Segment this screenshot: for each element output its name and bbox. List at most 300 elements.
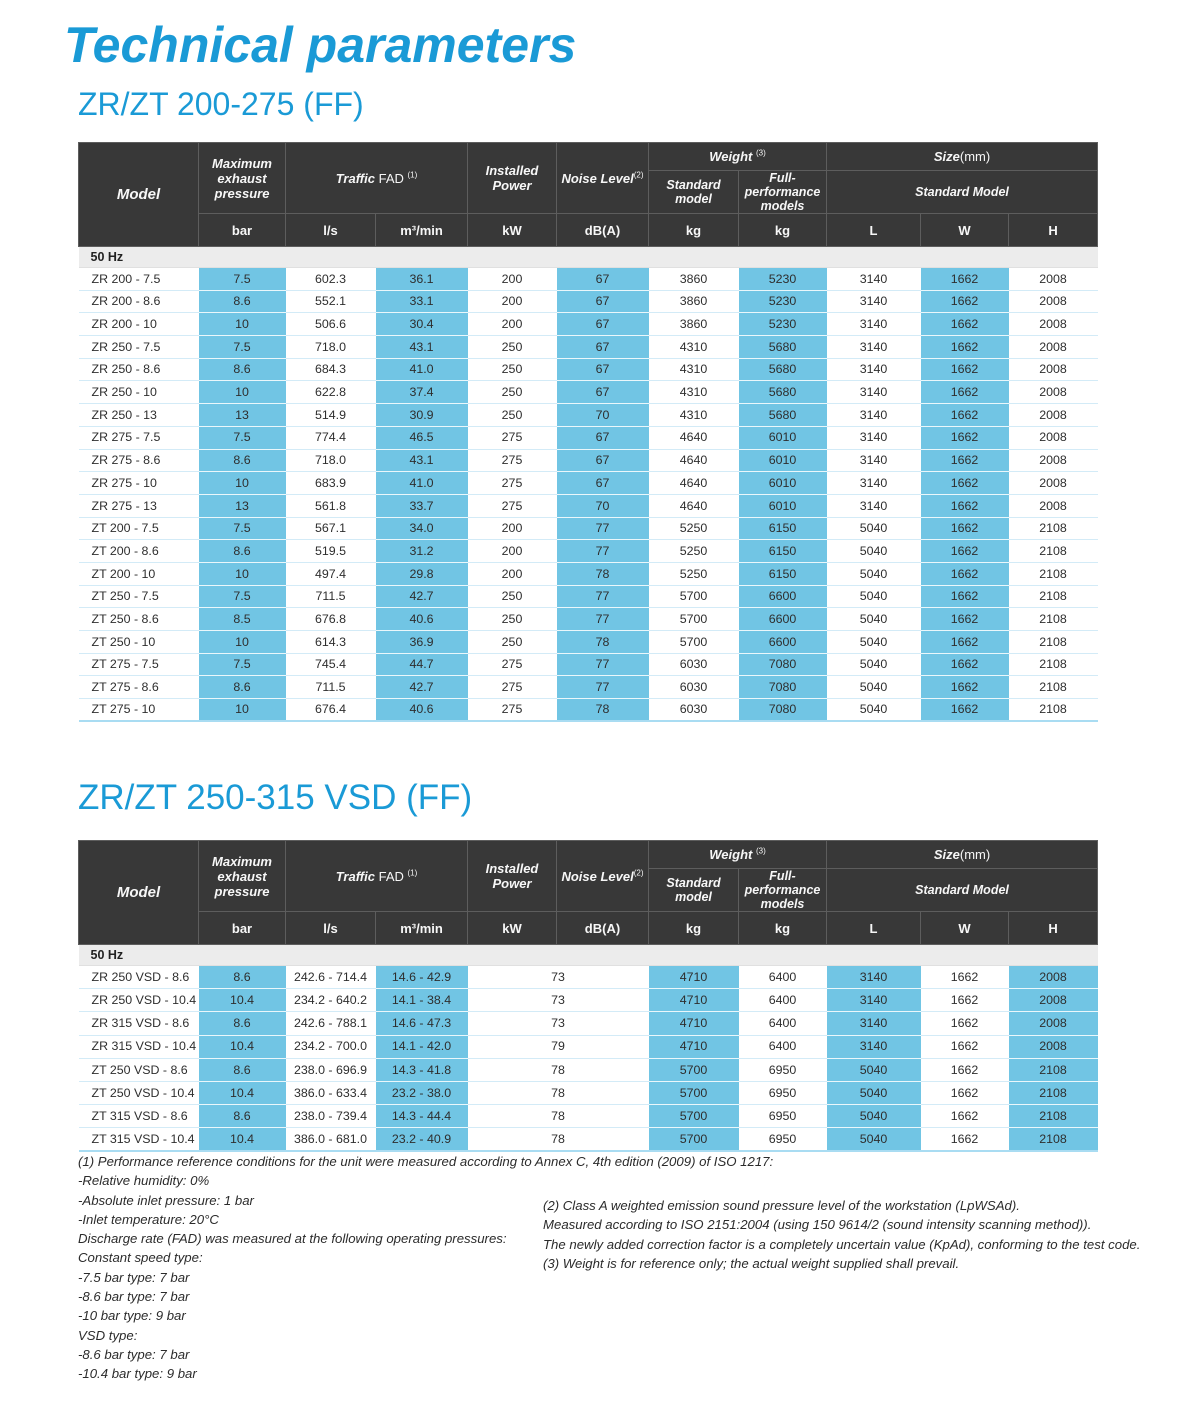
value-cell: 275	[468, 699, 557, 722]
value-cell: 1662	[921, 989, 1009, 1012]
col-header-full-performance: Full-performance models	[739, 171, 827, 214]
size-label: Size	[933, 847, 960, 862]
value-cell: 6400	[739, 1012, 827, 1035]
value-cell: 77	[557, 608, 649, 631]
model-cell: ZT 275 - 7.5	[79, 653, 199, 676]
value-cell: 1662	[921, 494, 1009, 517]
value-cell: 73	[468, 1012, 649, 1035]
model-cell: ZT 250 VSD - 8.6	[79, 1058, 199, 1081]
value-cell: 5700	[649, 1128, 739, 1151]
value-cell: 2108	[1009, 608, 1098, 631]
value-cell: 250	[468, 608, 557, 631]
model-cell: ZR 200 - 7.5	[79, 268, 199, 291]
value-cell: 275	[468, 426, 557, 449]
model-cell: ZT 275 - 8.6	[79, 676, 199, 699]
value-cell: 33.7	[376, 494, 468, 517]
value-cell: 5040	[827, 517, 921, 540]
page-title: Technical parameters	[64, 17, 577, 73]
spec-table-zr-zt-250-315-vsd	[78, 840, 1098, 1152]
value-cell: 30.4	[376, 313, 468, 336]
col-header-size	[827, 143, 1098, 171]
value-cell: 2008	[1009, 268, 1098, 291]
table-row	[79, 358, 1098, 381]
size-unit-label: (mm)	[959, 149, 991, 164]
model-cell: ZR 200 - 10	[79, 313, 199, 336]
value-cell: 5700	[649, 631, 739, 654]
value-cell: 6030	[649, 699, 739, 722]
value-cell: 10.4	[199, 1128, 286, 1151]
unit-ls: l/s	[286, 912, 376, 945]
value-cell: 7.5	[199, 517, 286, 540]
value-cell: 3140	[827, 336, 921, 359]
value-cell: 79	[468, 1035, 649, 1058]
col-header-size	[827, 841, 1098, 869]
value-cell: 10	[199, 699, 286, 722]
value-cell: 1662	[921, 404, 1009, 427]
footnote-line: -8.6 bar type: 7 bar	[78, 1346, 190, 1362]
value-cell: 10.4	[199, 989, 286, 1012]
value-cell: 676.4	[286, 699, 376, 722]
value-cell: 67	[557, 336, 649, 359]
value-cell: 745.4	[286, 653, 376, 676]
col-header-max-pressure: Maximum exhaust pressure	[199, 841, 286, 912]
value-cell: 67	[557, 472, 649, 495]
table-row	[79, 585, 1098, 608]
value-cell: 7080	[739, 676, 827, 699]
value-cell: 5250	[649, 562, 739, 585]
col-header-model: Model	[79, 841, 199, 945]
footnote-line: VSD type:	[78, 1327, 138, 1343]
value-cell: 77	[557, 676, 649, 699]
value-cell: 6400	[739, 989, 827, 1012]
value-cell: 2108	[1009, 1058, 1098, 1081]
unit-m3min: m³/min	[376, 912, 468, 945]
value-cell: 386.0 - 681.0	[286, 1128, 376, 1151]
value-cell: 2108	[1009, 699, 1098, 722]
value-cell: 519.5	[286, 540, 376, 563]
section-title-zr-zt-200-275: ZR/ZT 200-275 (FF)	[78, 86, 364, 122]
value-cell: 234.2 - 700.0	[286, 1035, 376, 1058]
value-cell: 5680	[739, 358, 827, 381]
table-row	[79, 1081, 1098, 1104]
value-cell: 6950	[739, 1058, 827, 1081]
noise-footnote-ref: (2)	[633, 868, 644, 878]
value-cell: 5040	[827, 562, 921, 585]
value-cell: 42.7	[376, 676, 468, 699]
col-header-full-performance: Full-performance models	[739, 869, 827, 912]
value-cell: 6150	[739, 517, 827, 540]
footnote-line: (3) Weight is for reference only; the actual weight supplied shall prevail.	[543, 1255, 960, 1271]
value-cell: 67	[557, 449, 649, 472]
value-cell: 10.4	[199, 1081, 286, 1104]
value-cell: 1662	[921, 585, 1009, 608]
model-cell: ZT 250 - 10	[79, 631, 199, 654]
value-cell: 386.0 - 633.4	[286, 1081, 376, 1104]
value-cell: 5230	[739, 268, 827, 291]
value-cell: 275	[468, 653, 557, 676]
value-cell: 67	[557, 290, 649, 313]
value-cell: 1662	[921, 381, 1009, 404]
section-title-zr-zt-250-315-vsd: ZR/ZT 250-315 VSD (FF)	[78, 778, 473, 817]
value-cell: 2008	[1009, 1012, 1098, 1035]
footnote-line: The newly added correction factor is a completely uncertain value (KpAd), conforming to the test code.	[543, 1236, 1141, 1252]
value-cell: 2008	[1009, 472, 1098, 495]
value-cell: 200	[468, 313, 557, 336]
col-header-traffic-fad	[286, 143, 468, 214]
value-cell: 2108	[1009, 653, 1098, 676]
unit-ls: l/s	[286, 214, 376, 247]
value-cell: 30.9	[376, 404, 468, 427]
value-cell: 43.1	[376, 449, 468, 472]
traffic-label: Traffic	[335, 868, 375, 884]
weight-footnote-ref: (3)	[755, 846, 766, 856]
fad-footnote-ref: (1)	[407, 868, 418, 878]
table-row	[79, 494, 1098, 517]
value-cell: 4710	[649, 1035, 739, 1058]
footnotes-noise-weight	[543, 1196, 1173, 1273]
value-cell: 1662	[921, 426, 1009, 449]
value-cell: 8.6	[199, 966, 286, 989]
value-cell: 67	[557, 426, 649, 449]
value-cell: 275	[468, 676, 557, 699]
value-cell: 5230	[739, 313, 827, 336]
value-cell: 250	[468, 381, 557, 404]
value-cell: 2008	[1009, 494, 1098, 517]
table-row	[79, 631, 1098, 654]
value-cell: 5040	[827, 1058, 921, 1081]
noise-footnote-ref: (2)	[633, 170, 644, 180]
footnote-line: Discharge rate (FAD) was measured at the following operating pressures:	[78, 1231, 507, 1247]
value-cell: 8.5	[199, 608, 286, 631]
value-cell: 78	[557, 699, 649, 722]
value-cell: 1662	[921, 540, 1009, 563]
footnote-line: Measured according to ISO 2151:2004 (using 150 9614/2 (sound intensity scanning method)).	[543, 1217, 1092, 1233]
value-cell: 6010	[739, 449, 827, 472]
value-cell: 78	[468, 1058, 649, 1081]
model-cell: ZR 200 - 8.6	[79, 290, 199, 313]
value-cell: 3140	[827, 472, 921, 495]
value-cell: 3140	[827, 313, 921, 336]
value-cell: 70	[557, 494, 649, 517]
unit-width: W	[921, 214, 1009, 247]
size-unit-label: (mm)	[959, 847, 991, 862]
value-cell: 5040	[827, 1081, 921, 1104]
value-cell: 77	[557, 517, 649, 540]
unit-kg-standard: kg	[649, 214, 739, 247]
value-cell: 3140	[827, 381, 921, 404]
unit-m3min: m³/min	[376, 214, 468, 247]
model-cell: ZT 200 - 8.6	[79, 540, 199, 563]
value-cell: 1662	[921, 1081, 1009, 1104]
value-cell: 2008	[1009, 989, 1098, 1012]
footnote-line: (1) Performance reference conditions for the unit were measured according to Annex C, 4th edition (2009) of ISO 1217:	[78, 1154, 774, 1169]
unit-kg-full: kg	[739, 214, 827, 247]
model-cell: ZT 315 VSD - 8.6	[79, 1105, 199, 1128]
value-cell: 200	[468, 517, 557, 540]
table-row	[79, 1128, 1098, 1151]
value-cell: 2108	[1009, 1081, 1098, 1104]
value-cell: 78	[468, 1128, 649, 1151]
value-cell: 1662	[921, 631, 1009, 654]
value-cell: 78	[557, 631, 649, 654]
value-cell: 1662	[921, 653, 1009, 676]
value-cell: 7.5	[199, 268, 286, 291]
value-cell: 8.6	[199, 1012, 286, 1035]
value-cell: 34.0	[376, 517, 468, 540]
value-cell: 10	[199, 313, 286, 336]
value-cell: 5040	[827, 676, 921, 699]
value-cell: 2008	[1009, 426, 1098, 449]
value-cell: 683.9	[286, 472, 376, 495]
value-cell: 42.7	[376, 585, 468, 608]
value-cell: 3140	[827, 268, 921, 291]
value-cell: 5040	[827, 699, 921, 722]
unit-height: H	[1009, 214, 1098, 247]
frequency-band: 50 Hz	[79, 247, 1098, 268]
value-cell: 2008	[1009, 449, 1098, 472]
value-cell: 622.8	[286, 381, 376, 404]
footnote-line: -Relative humidity: 0%	[78, 1173, 210, 1189]
footnote-line: -10.4 bar type: 9 bar	[78, 1366, 197, 1382]
value-cell: 3860	[649, 268, 739, 291]
value-cell: 552.1	[286, 290, 376, 313]
value-cell: 67	[557, 268, 649, 291]
value-cell: 2108	[1009, 517, 1098, 540]
value-cell: 43.1	[376, 336, 468, 359]
value-cell: 14.6 - 47.3	[376, 1012, 468, 1035]
value-cell: 5040	[827, 540, 921, 563]
value-cell: 33.1	[376, 290, 468, 313]
value-cell: 250	[468, 631, 557, 654]
value-cell: 6150	[739, 540, 827, 563]
value-cell: 8.6	[199, 1105, 286, 1128]
value-cell: 77	[557, 653, 649, 676]
value-cell: 78	[557, 562, 649, 585]
value-cell: 6600	[739, 631, 827, 654]
table-row	[79, 608, 1098, 631]
value-cell: 5700	[649, 1081, 739, 1104]
col-header-max-pressure: Maximum exhaust pressure	[199, 143, 286, 214]
value-cell: 5250	[649, 540, 739, 563]
value-cell: 5680	[739, 381, 827, 404]
value-cell: 6400	[739, 1035, 827, 1058]
value-cell: 4310	[649, 336, 739, 359]
value-cell: 711.5	[286, 585, 376, 608]
value-cell: 7080	[739, 699, 827, 722]
value-cell: 200	[468, 540, 557, 563]
weight-label: Weight	[709, 847, 753, 862]
unit-length: L	[827, 912, 921, 945]
model-cell: ZR 315 VSD - 8.6	[79, 1012, 199, 1035]
value-cell: 23.2 - 38.0	[376, 1081, 468, 1104]
value-cell: 614.3	[286, 631, 376, 654]
value-cell: 1662	[921, 517, 1009, 540]
value-cell: 77	[557, 540, 649, 563]
size-label: Size	[933, 149, 960, 164]
value-cell: 1662	[921, 313, 1009, 336]
col-header-standard-model: Standard model	[649, 869, 739, 912]
value-cell: 774.4	[286, 426, 376, 449]
col-header-size-standard-model: Standard Model	[827, 171, 1098, 214]
noise-label: Noise Level	[561, 170, 634, 186]
value-cell: 41.0	[376, 472, 468, 495]
value-cell: 3140	[827, 449, 921, 472]
value-cell: 1662	[921, 449, 1009, 472]
model-cell: ZT 315 VSD - 10.4	[79, 1128, 199, 1151]
value-cell: 8.6	[199, 290, 286, 313]
value-cell: 6950	[739, 1105, 827, 1128]
value-cell: 6030	[649, 653, 739, 676]
value-cell: 73	[468, 989, 649, 1012]
model-cell: ZR 250 - 10	[79, 381, 199, 404]
unit-height: H	[1009, 912, 1098, 945]
value-cell: 2008	[1009, 290, 1098, 313]
value-cell: 3140	[827, 966, 921, 989]
value-cell: 78	[468, 1081, 649, 1104]
table-row	[79, 517, 1098, 540]
value-cell: 7.5	[199, 653, 286, 676]
value-cell: 1662	[921, 608, 1009, 631]
value-cell: 5700	[649, 585, 739, 608]
table-row	[79, 449, 1098, 472]
value-cell: 5040	[827, 631, 921, 654]
col-header-weight	[649, 143, 827, 171]
table-row	[79, 426, 1098, 449]
weight-footnote-ref: (3)	[755, 148, 766, 158]
value-cell: 3140	[827, 358, 921, 381]
value-cell: 5700	[649, 1105, 739, 1128]
value-cell: 4310	[649, 381, 739, 404]
footnote-line: -10 bar type: 9 bar	[78, 1308, 186, 1324]
value-cell: 67	[557, 313, 649, 336]
value-cell: 3140	[827, 290, 921, 313]
table-row	[79, 472, 1098, 495]
value-cell: 4640	[649, 472, 739, 495]
model-cell: ZR 315 VSD - 10.4	[79, 1035, 199, 1058]
table-row	[79, 540, 1098, 563]
value-cell: 5680	[739, 404, 827, 427]
value-cell: 250	[468, 336, 557, 359]
value-cell: 6600	[739, 585, 827, 608]
value-cell: 67	[557, 381, 649, 404]
col-header-installed-power: Installed Power	[468, 143, 557, 214]
value-cell: 242.6 - 788.1	[286, 1012, 376, 1035]
value-cell: 23.2 - 40.9	[376, 1128, 468, 1151]
value-cell: 5700	[649, 1058, 739, 1081]
value-cell: 6600	[739, 608, 827, 631]
table-row	[79, 268, 1098, 291]
value-cell: 7.5	[199, 336, 286, 359]
value-cell: 3140	[827, 1012, 921, 1035]
value-cell: 4640	[649, 449, 739, 472]
col-header-weight	[649, 841, 827, 869]
value-cell: 5230	[739, 290, 827, 313]
value-cell: 2108	[1009, 631, 1098, 654]
table-row	[79, 290, 1098, 313]
value-cell: 8.6	[199, 676, 286, 699]
value-cell: 5040	[827, 1128, 921, 1151]
value-cell: 4310	[649, 404, 739, 427]
value-cell: 238.0 - 696.9	[286, 1058, 376, 1081]
value-cell: 70	[557, 404, 649, 427]
value-cell: 10	[199, 631, 286, 654]
value-cell: 5040	[827, 585, 921, 608]
value-cell: 7080	[739, 653, 827, 676]
value-cell: 40.6	[376, 699, 468, 722]
col-header-noise-level	[557, 841, 649, 912]
traffic-label: Traffic	[335, 170, 375, 186]
value-cell: 8.6	[199, 540, 286, 563]
footnote-line: -8.6 bar type: 7 bar	[78, 1289, 190, 1305]
fad-label: FAD	[378, 170, 404, 186]
footnote-line: -Absolute inlet pressure: 1 bar	[78, 1192, 254, 1208]
model-cell: ZT 275 - 10	[79, 699, 199, 722]
table-row	[79, 336, 1098, 359]
value-cell: 6010	[739, 494, 827, 517]
table-row	[79, 562, 1098, 585]
table-row	[79, 1035, 1098, 1058]
value-cell: 718.0	[286, 336, 376, 359]
value-cell: 14.3 - 44.4	[376, 1105, 468, 1128]
value-cell: 1662	[921, 1035, 1009, 1058]
value-cell: 8.6	[199, 1058, 286, 1081]
unit-length: L	[827, 214, 921, 247]
value-cell: 7.5	[199, 585, 286, 608]
value-cell: 6950	[739, 1128, 827, 1151]
value-cell: 718.0	[286, 449, 376, 472]
col-header-standard-model: Standard model	[649, 171, 739, 214]
value-cell: 238.0 - 739.4	[286, 1105, 376, 1128]
footnote-line: (2) Class A weighted emission sound pressure level of the workstation (LpWSAd).	[543, 1198, 1020, 1213]
model-cell: ZR 250 - 7.5	[79, 336, 199, 359]
value-cell: 14.1 - 38.4	[376, 989, 468, 1012]
value-cell: 1662	[921, 268, 1009, 291]
value-cell: 1662	[921, 1012, 1009, 1035]
value-cell: 1662	[921, 1128, 1009, 1151]
value-cell: 2008	[1009, 313, 1098, 336]
value-cell: 275	[468, 494, 557, 517]
footnote-line: -Inlet temperature: 20°C	[78, 1211, 219, 1227]
value-cell: 3860	[649, 290, 739, 313]
table-row	[79, 653, 1098, 676]
model-cell: ZR 275 - 7.5	[79, 426, 199, 449]
col-header-installed-power: Installed Power	[468, 841, 557, 912]
table-row	[79, 1058, 1098, 1081]
value-cell: 561.8	[286, 494, 376, 517]
col-header-model: Model	[79, 143, 199, 247]
value-cell: 1662	[921, 676, 1009, 699]
unit-kw: kW	[468, 912, 557, 945]
value-cell: 13	[199, 404, 286, 427]
value-cell: 6950	[739, 1081, 827, 1104]
model-cell: ZR 250 - 8.6	[79, 358, 199, 381]
unit-kg-standard: kg	[649, 912, 739, 945]
value-cell: 2108	[1009, 540, 1098, 563]
value-cell: 250	[468, 585, 557, 608]
weight-label: Weight	[709, 149, 753, 164]
fad-footnote-ref: (1)	[407, 170, 418, 180]
value-cell: 200	[468, 562, 557, 585]
value-cell: 2008	[1009, 404, 1098, 427]
value-cell: 10	[199, 472, 286, 495]
value-cell: 497.4	[286, 562, 376, 585]
value-cell: 4710	[649, 989, 739, 1012]
value-cell: 275	[468, 449, 557, 472]
value-cell: 250	[468, 358, 557, 381]
value-cell: 1662	[921, 336, 1009, 359]
value-cell: 14.3 - 41.8	[376, 1058, 468, 1081]
value-cell: 6010	[739, 426, 827, 449]
